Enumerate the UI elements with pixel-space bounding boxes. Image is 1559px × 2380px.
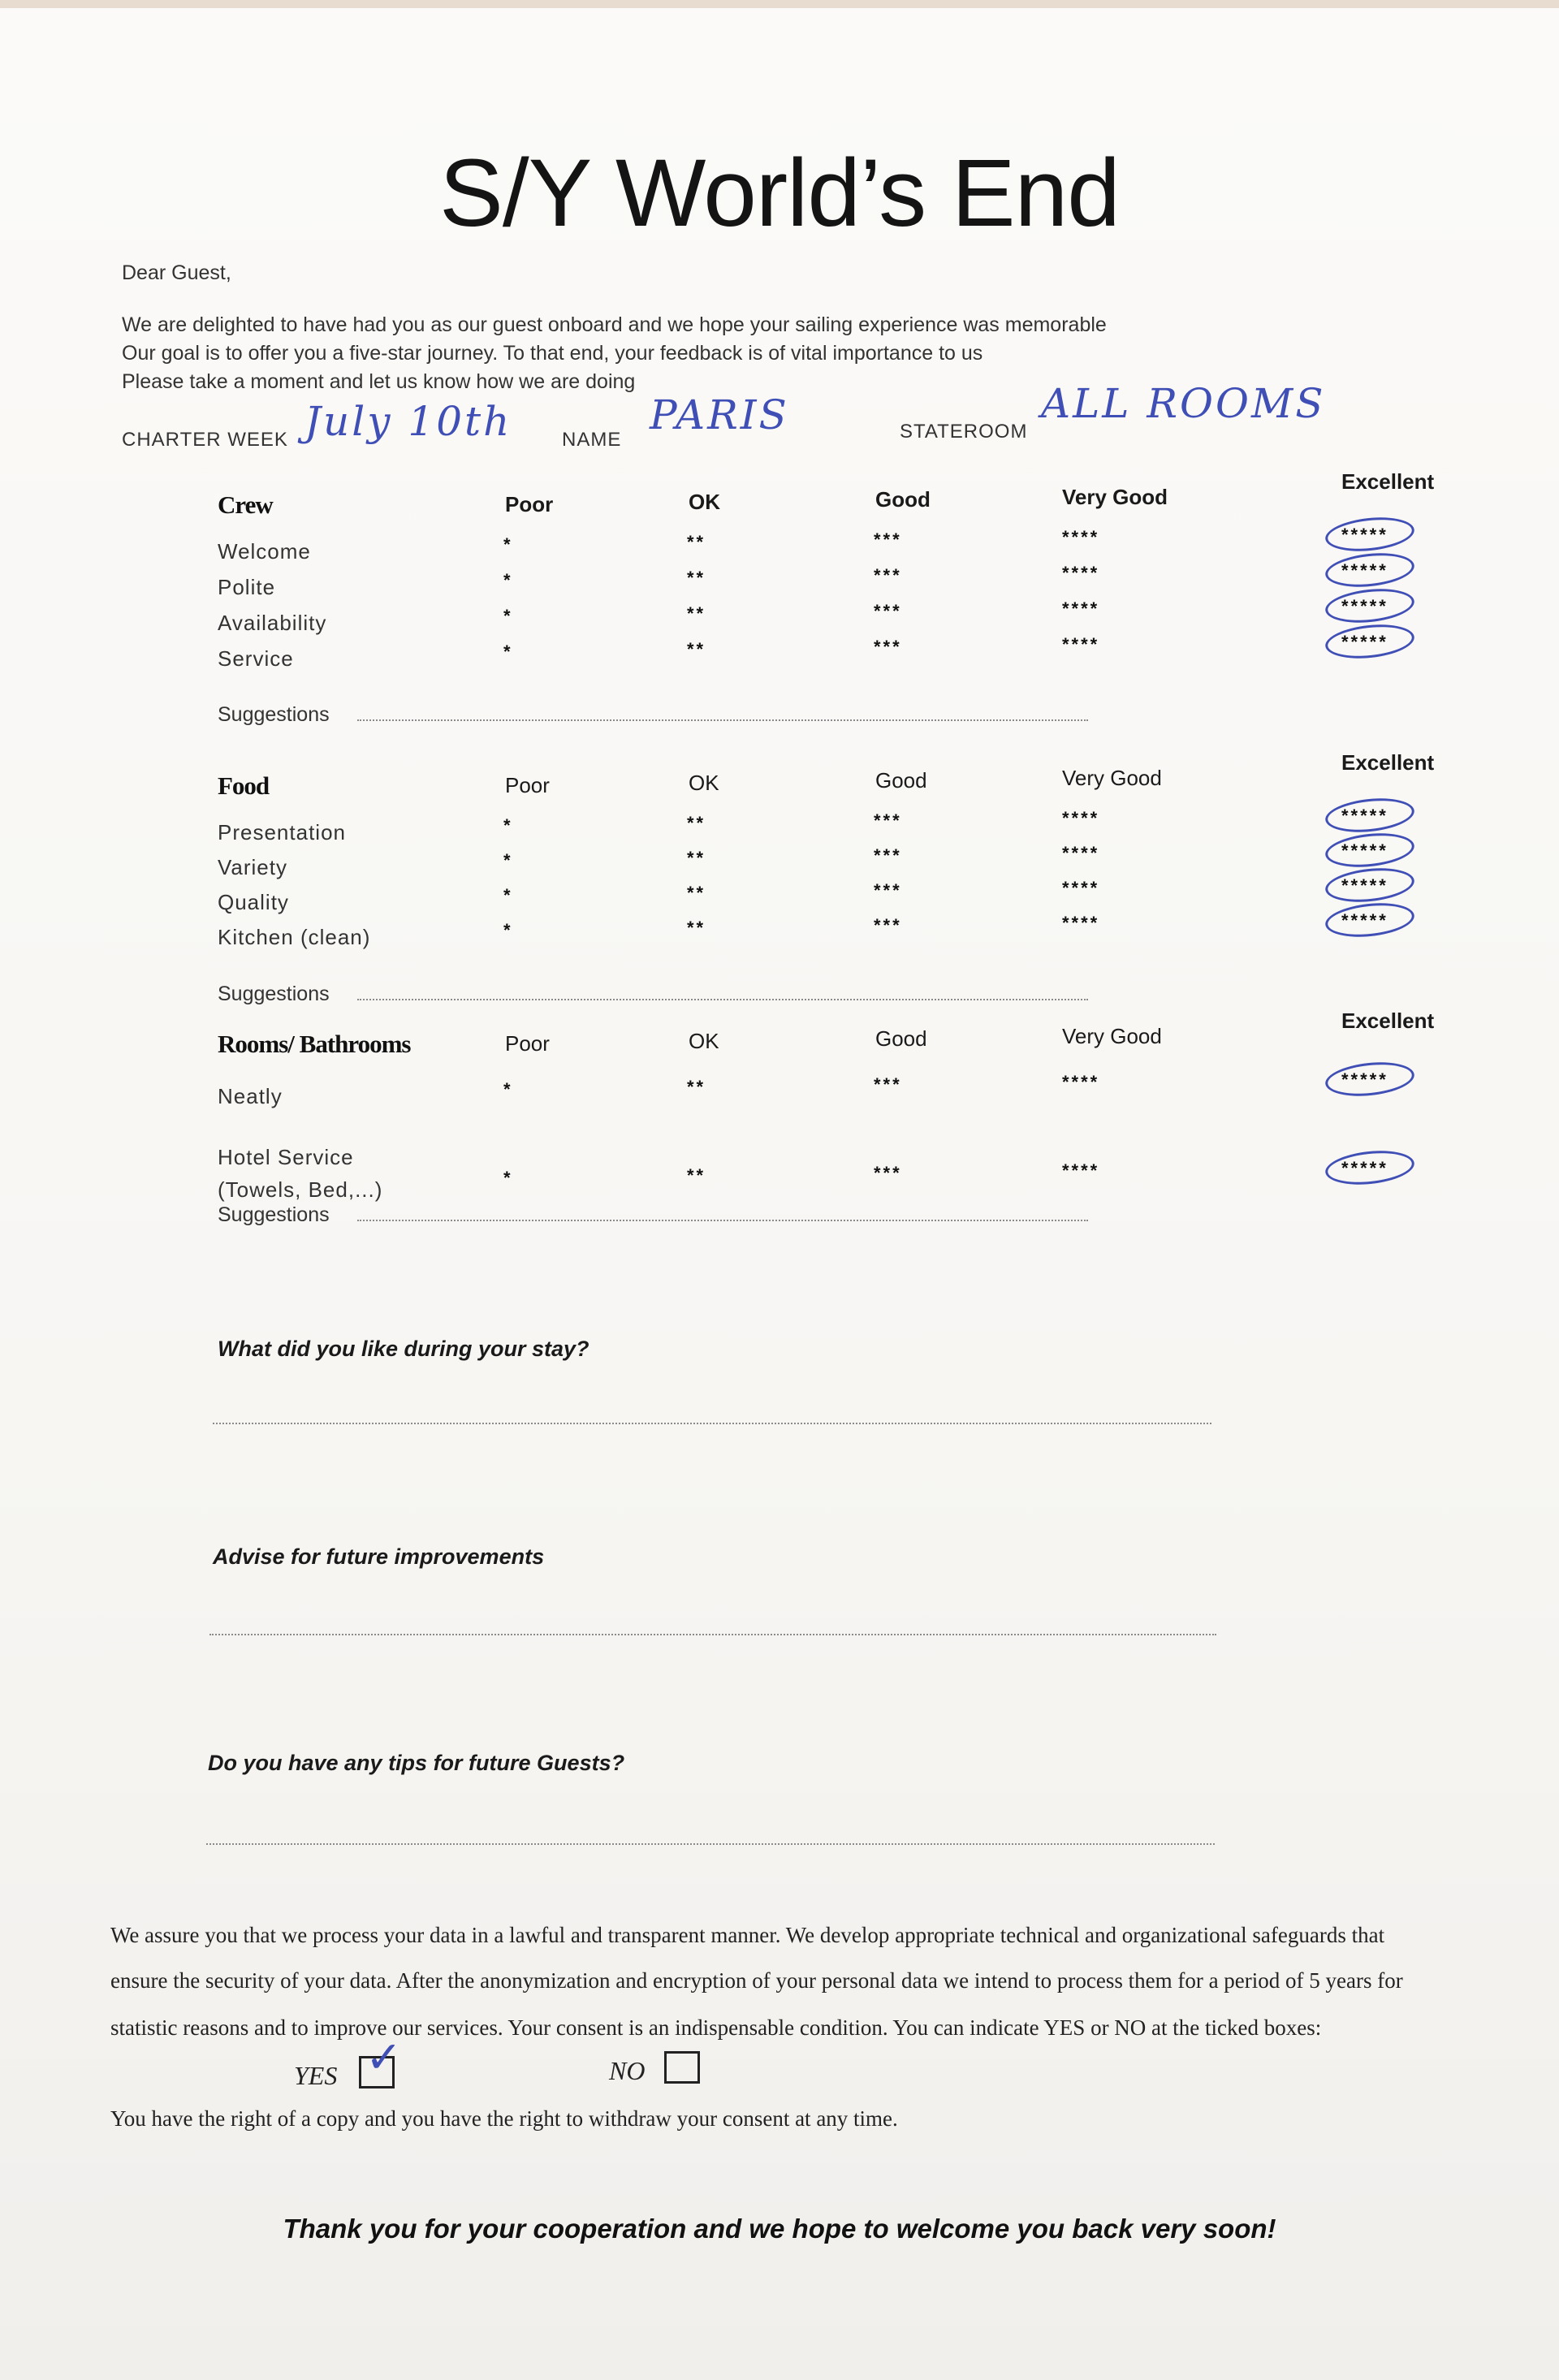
rating-option[interactable]: *** [874,601,902,621]
selected-rating-circle [1324,549,1416,590]
rating-option[interactable]: * [503,815,513,836]
column-header: Poor [505,492,554,516]
rating-option[interactable]: ** [687,603,706,624]
rating-row-label: Kitchen (clean) [218,925,371,949]
column-header: Very Good [1062,766,1162,790]
intro-line-1: We are delighted to have had you as our guest onboard and we hope your sailing experience was memorable [122,313,1107,336]
column-header: Excellent [1341,750,1435,775]
stateroom-value[interactable]: ALL ROOMS [1041,380,1326,427]
selected-rating-circle [1324,899,1416,940]
column-header: Very Good [1062,485,1168,509]
charter-week-label: CHARTER WEEK [122,429,288,451]
rating-option[interactable]: ***** [1341,840,1388,861]
rating-option[interactable]: **** [1062,913,1100,933]
rating-row-label: Neatly [218,1084,283,1108]
rating-option[interactable]: *** [874,1074,902,1095]
rating-option[interactable]: ** [687,568,706,588]
consent-yes-label: YES [294,2061,338,2090]
rating-row-label: Variety [218,855,287,879]
form-title: S/Y World’s End [439,140,1120,247]
rating-row-label: Availability [218,611,327,635]
suggestions-line[interactable] [357,1220,1088,1221]
suggestions-label: Suggestions [218,983,330,1005]
rating-option[interactable]: ** [687,813,706,833]
question-improvements: Advise for future improvements [213,1544,545,1569]
rating-option[interactable]: **** [1062,634,1100,654]
rating-row-label-detail: (Towels, Bed,...) [218,1177,383,1202]
rating-option[interactable]: ** [687,1077,706,1097]
column-header: Good [875,768,927,793]
rating-row-label: Polite [218,575,276,599]
rating-option[interactable]: *** [874,845,902,866]
column-header: Good [875,487,931,512]
column-header: OK [689,1029,719,1053]
rating-option[interactable]: * [503,534,513,555]
selected-rating-circle [1324,620,1416,662]
rating-option[interactable]: * [503,1079,513,1099]
rating-option[interactable]: ***** [1341,910,1388,931]
rating-option[interactable]: **** [1062,527,1100,547]
selected-rating-circle [1324,864,1416,905]
suggestions-label: Suggestions [218,1203,330,1226]
rating-option[interactable]: ** [687,883,706,903]
rating-option[interactable]: ** [687,639,706,659]
selected-rating-circle [1324,585,1416,626]
rating-option[interactable]: * [503,570,513,590]
rating-option[interactable]: * [503,1168,513,1188]
column-header: Good [875,1026,927,1051]
rating-row-label: Presentation [218,820,346,844]
intro-line-3: Please take a moment and let us know how we are doing [122,370,636,393]
rating-option[interactable]: *** [874,529,902,550]
column-header: Excellent [1341,1009,1435,1033]
suggestions-line[interactable] [357,999,1088,1000]
rating-option[interactable]: * [503,920,513,940]
check-mark-icon: ✓ [365,2032,403,2083]
answer-line-improvements[interactable] [209,1634,1216,1635]
rating-option[interactable]: ***** [1341,560,1388,581]
rating-option[interactable]: ***** [1341,1158,1388,1178]
section-title: Food [218,771,270,800]
charter-week-value[interactable]: July 10th [304,398,512,445]
rating-option[interactable]: * [503,641,513,662]
question-liked: What did you like during your stay? [218,1337,589,1361]
rating-option[interactable]: **** [1062,808,1100,828]
rating-option[interactable]: *** [874,915,902,935]
name-value[interactable]: PARIS [650,391,789,438]
selected-rating-circle [1324,1147,1416,1188]
consent-no-label: NO [609,2056,646,2085]
rating-option[interactable]: ***** [1341,806,1388,826]
rating-option[interactable]: **** [1062,1072,1100,1092]
rating-option[interactable]: ***** [1341,1069,1388,1090]
thank-you-message: Thank you for your cooperation and we hope to welcome you back very soon! [283,2214,1276,2244]
paper-edge [0,0,1559,8]
legal-line-2: ensure the security of your data. After the anonymization and encryption of your personal data we intend to process them for a period of 5 years for [110,1968,1403,1993]
rating-option[interactable]: *** [874,637,902,657]
rating-option[interactable]: * [503,850,513,870]
rating-option[interactable]: ** [687,848,706,868]
rating-option[interactable]: ***** [1341,596,1388,616]
intro-line-2: Our goal is to offer you a five-star journey. To that end, your feedback is of vital importance to us [122,342,983,365]
column-header: Poor [505,773,550,797]
greeting: Dear Guest, [122,261,231,284]
name-label: NAME [562,429,622,451]
selected-rating-circle [1324,513,1416,555]
rating-option[interactable]: ** [687,1165,706,1186]
column-header: OK [689,490,720,514]
column-header: Excellent [1341,469,1435,494]
rating-option[interactable]: * [503,885,513,905]
suggestions-line[interactable] [357,719,1088,721]
rating-option[interactable]: ***** [1341,525,1388,545]
answer-line-liked[interactable] [213,1423,1211,1424]
rating-option[interactable]: **** [1062,563,1100,583]
rating-row-label: Welcome [218,539,311,564]
selected-rating-circle [1324,829,1416,870]
column-header: Poor [505,1031,550,1056]
rating-option[interactable]: *** [874,1163,902,1183]
column-header: OK [689,771,719,795]
rating-option[interactable]: **** [1062,843,1100,863]
rating-option[interactable]: **** [1062,1160,1100,1181]
section-title: Rooms/ Bathrooms [218,1030,411,1058]
rating-option[interactable]: *** [874,565,902,585]
answer-line-tips[interactable] [206,1843,1215,1845]
selected-rating-circle [1324,1058,1416,1099]
rating-option[interactable]: ***** [1341,875,1388,896]
stateroom-label: STATEROOM [900,421,1028,443]
column-header: Very Good [1062,1024,1162,1048]
selected-rating-circle [1324,794,1416,836]
rating-option[interactable]: ** [687,918,706,938]
legal-line-3: statistic reasons and to improve our services. Your consent is an indispensable condition. You can indicate YES or NO at the ticked boxes: [110,2015,1322,2040]
rights-text: You have the right of a copy and you have the right to withdraw your consent at any time. [110,2106,898,2131]
rating-option[interactable]: *** [874,810,902,831]
rating-option[interactable]: ***** [1341,632,1388,652]
rating-option[interactable]: *** [874,880,902,901]
rating-option[interactable]: **** [1062,598,1100,619]
section-title: Crew [218,490,273,519]
rating-row-label: Service [218,646,294,671]
question-tips: Do you have any tips for future Guests? [208,1751,625,1775]
rating-row-label: Quality [218,890,289,914]
rating-option[interactable]: * [503,606,513,626]
rating-option[interactable]: **** [1062,878,1100,898]
suggestions-label: Suggestions [218,703,330,726]
legal-line-1: We assure you that we process your data in a lawful and transparent manner. We develop appropriate technical and organizational safeguards that [110,1923,1385,1947]
rating-row-label: Hotel Service [218,1145,354,1169]
consent-no-checkbox[interactable] [664,2051,700,2084]
rating-option[interactable]: ** [687,532,706,552]
